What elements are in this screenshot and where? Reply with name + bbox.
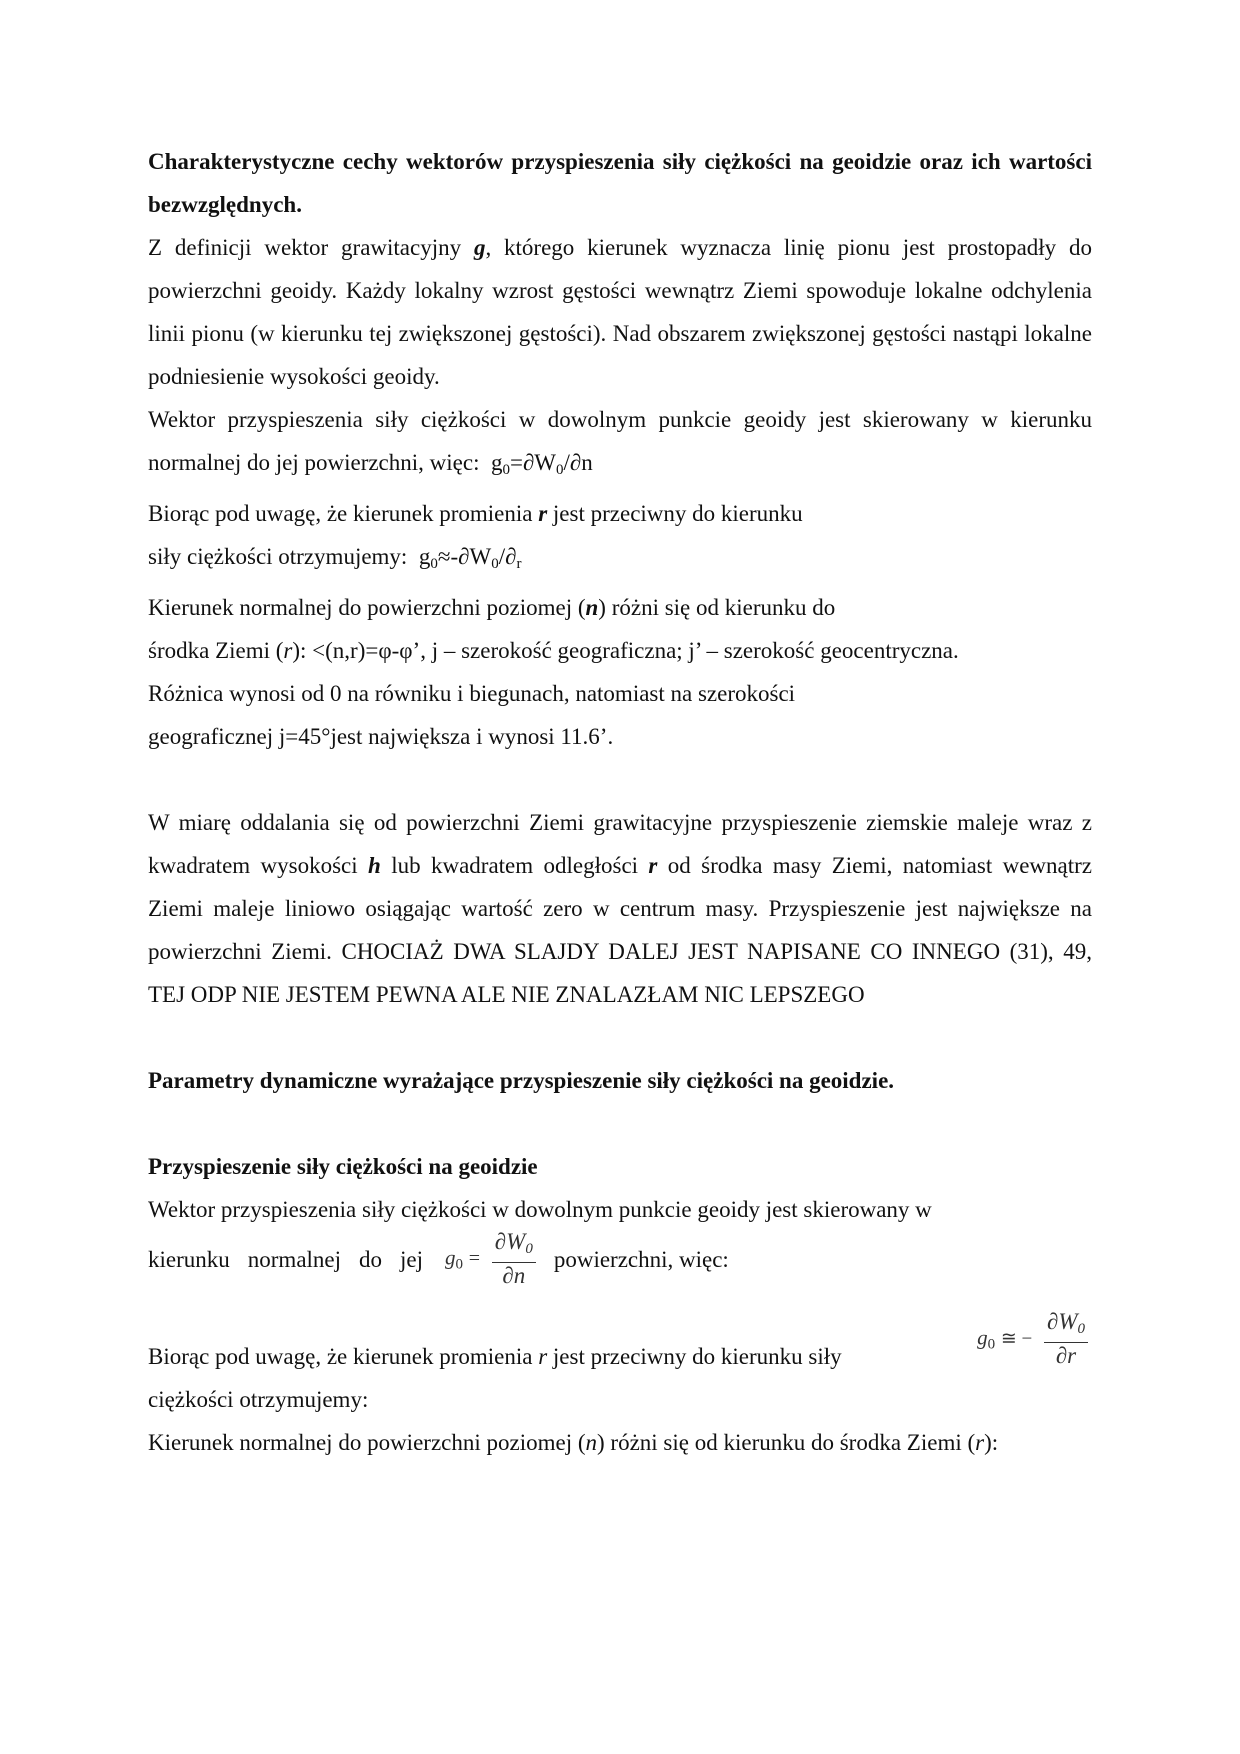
formula-g0-inline (490, 450, 593, 478)
formula-part: ∂W (1046, 1309, 1078, 1334)
text-run: ) różni się od kierunku do (598, 595, 836, 620)
paragraph-radius-line2: ciężkości otrzymujemy: (148, 1387, 369, 1412)
formula-part: /∂n (563, 450, 593, 475)
formula-numerator (492, 1229, 536, 1263)
paragraph-definition (148, 226, 1092, 398)
symbol-r: r (648, 853, 658, 878)
heading-gravity-on-geoid: Przyspieszenie siły ciężkości na geoidzie (148, 1154, 538, 1179)
paragraph-radius-line1 (148, 1335, 968, 1378)
symbol-r: r (283, 638, 293, 663)
formula-part: 0 (502, 462, 510, 478)
text-run: , którego kierunek wyznacza linię pionu jest prostopadły do powierzchni geoidy. Każdy lokalny wzrost gęstości wewnątrz Ziemi spowoduje lokalne odchylenia linii pionu (w kierunku tej zwiększonej gęstości). Nad obszarem zwiększonej gęstości nastąpi lokalne podniesienie wysokości geoidy. (148, 235, 1092, 389)
formula-part: =∂W (509, 450, 557, 475)
formula-part: g (977, 1325, 988, 1350)
paragraph-vector-line2 (148, 1231, 1092, 1287)
text-run: środka Ziemi ( (148, 638, 284, 663)
text-run: W miarę oddalania się od powierzchni Ziemi grawitacyjne przyspieszenie ziemskie maleje wraz z kwadratem wysokości (148, 810, 1092, 878)
paragraph-vector-line1: Wektor przyspieszenia siły ciężkości w dowolnym punkcie geoidy jest skierowany w (148, 1197, 932, 1222)
formula-part: g (418, 544, 431, 569)
spacer (148, 1102, 1092, 1145)
text-run: Biorąc pod uwagę, że kierunek promienia (148, 1344, 539, 1369)
formula-part: g (445, 1245, 456, 1270)
spacer (148, 1016, 1092, 1059)
paragraph-normal-difference-line4: geograficznej j=45°jest największa i wynosi 11.6’. (148, 724, 614, 749)
formula-part: g (490, 450, 503, 475)
text-run: powierzchni, więc: (553, 1246, 729, 1272)
formula-part: 0 (987, 1336, 996, 1353)
formula-denominator: ∂n (502, 1263, 526, 1288)
text-run: ) różni się od kierunku do środka Ziemi ( (597, 1430, 976, 1455)
spacer (148, 758, 1092, 801)
text-run: Wektor przyspieszenia siły ciężkości w dowolnym punkcie geoidy jest skierowany w kierunku normalnej do jej powierzchni, więc: (148, 407, 1092, 475)
text-run: jest przeciwny do kierunku (547, 501, 803, 526)
paragraph-normal-vector (148, 398, 1092, 492)
formula-part: 0 (491, 556, 499, 572)
text-run: jej (400, 1246, 424, 1272)
formula-part: 0 (1077, 1321, 1085, 1337)
formula-part: 0 (430, 556, 438, 572)
paragraph-radius-direction-line2 (148, 535, 1092, 586)
document-page (148, 140, 1092, 1464)
symbol-n: n (585, 595, 599, 620)
text-run: Z definicji wektor grawitacyjny (148, 235, 474, 260)
paragraph-normal-difference-line3: Różnica wynosi od 0 na równiku i biegunach, natomiast na szerokości (148, 681, 796, 706)
text-run: od środka masy Ziemi, natomiast wewnątrz Ziemi maleje liniowo osiągając wartość zero w centrum masy. Przyspieszenie jest największe na powierzchni Ziemi. CHOCIAŻ DWA SLAJDY DALEJ JEST NAPISANE CO INNEGO (31), 49, TEJ ODP NIE JESTEM PEWNA ALE NIE ZNALAZŁAM NIC LEPSZEGO (148, 853, 1092, 1007)
formula-part: ∂W (494, 1229, 526, 1254)
formula-g0-partial-n (445, 1229, 536, 1289)
formula-part: /∂ (498, 544, 517, 569)
symbol-r: r (538, 1344, 548, 1369)
formula-g0-approx-inline (418, 544, 522, 572)
paragraph-gravity-decrease (148, 801, 1092, 1016)
symbol-g: g (473, 235, 486, 260)
formula-part: 0 (455, 1256, 464, 1273)
text-run: Kierunek normalnej do powierzchni poziomej ( (148, 1430, 586, 1455)
formula-part: r (516, 556, 522, 572)
text-run: lub kwadratem odległości (380, 853, 649, 878)
symbol-r: r (538, 501, 548, 526)
symbol-n: n (585, 1430, 597, 1455)
paragraph-normal-direction (148, 1421, 1092, 1464)
formula-part: ≈-∂W (437, 544, 492, 569)
text-run: ): <(n,r)=φ-φ’, j – szerokość geograficzna; j’ – szerokość geocentryczna. (292, 638, 959, 663)
text-run: Kierunek normalnej do powierzchni poziomej ( (148, 595, 586, 620)
text-run: kierunku (148, 1246, 230, 1272)
heading-characteristics: Charakterystyczne cechy wektorów przyspieszenia siły ciężkości na geoidzie oraz ich wartości bezwzględnych. (148, 149, 1092, 217)
symbol-r: r (975, 1430, 985, 1455)
text-run: normalnej (247, 1246, 342, 1272)
paragraph-radius-direction-line1 (148, 492, 1092, 535)
paragraph-radius-block (148, 1309, 1092, 1421)
formula-fraction (492, 1229, 536, 1289)
paragraph-normal-difference-line2 (148, 629, 1092, 672)
text-run: jest przeciwny do kierunku siły (547, 1344, 842, 1369)
paragraph-normal-difference-line1 (148, 586, 1092, 629)
formula-part: = (468, 1247, 481, 1270)
text-run: Biorąc pod uwagę, że kierunek promienia (148, 501, 539, 526)
symbol-h: h (368, 853, 381, 878)
text-run: ): (984, 1430, 999, 1455)
formula-part: 0 (556, 462, 564, 478)
text-run: siły ciężkości otrzymujemy: (148, 544, 408, 569)
text-run: do (359, 1246, 383, 1272)
formula-g0-approx-partial-r (977, 1309, 1088, 1369)
heading-dynamic-parameters: Parametry dynamiczne wyrażające przyspieszenie siły ciężkości na geoidzie. (148, 1068, 895, 1093)
spacer (148, 1287, 1092, 1335)
formula-denominator: ∂r (1055, 1343, 1077, 1368)
formula-part: 0 (525, 1241, 533, 1257)
formula-part: ≅ − (1000, 1328, 1033, 1350)
formula-fraction (1044, 1309, 1088, 1369)
formula-numerator (1044, 1309, 1088, 1343)
